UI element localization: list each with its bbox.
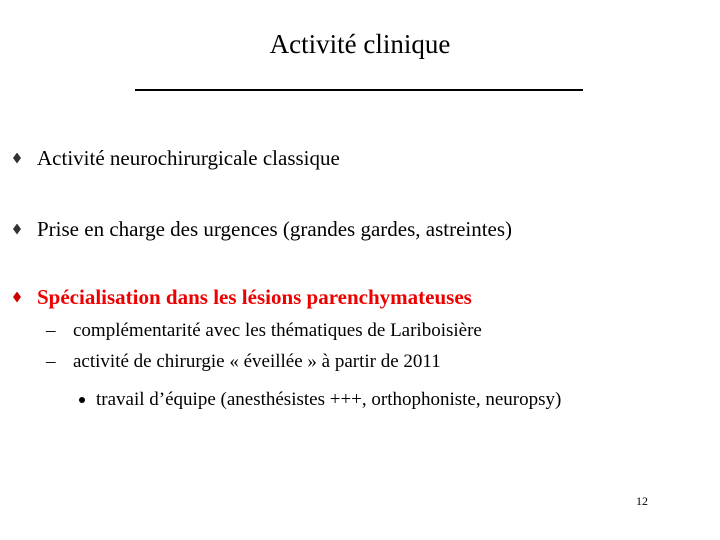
sub-bullet-item bbox=[46, 348, 441, 376]
page-number: 12 bbox=[636, 494, 648, 508]
slide-title: Activité clinique bbox=[269, 29, 451, 59]
sub-bullet-text: complémentarité avec les thématiques de Lariboisière bbox=[73, 320, 482, 341]
diamond-bullet-icon bbox=[13, 224, 21, 235]
dash-marker: – bbox=[46, 320, 56, 341]
diamond-bullet-icon bbox=[13, 153, 21, 164]
dot-bullet-icon bbox=[79, 397, 85, 403]
dash-marker: – bbox=[46, 351, 56, 372]
title-underline bbox=[135, 89, 583, 91]
sub-sub-bullet-item bbox=[79, 386, 561, 414]
diamond-bullet-icon bbox=[13, 292, 21, 303]
bullet-item bbox=[13, 213, 512, 245]
bullet-item bbox=[13, 142, 340, 174]
sub-sub-bullet-text: travail d’équipe (anesthésistes +++, orthophoniste, neuropsy) bbox=[96, 389, 562, 410]
bullet-item-highlighted bbox=[13, 281, 472, 313]
bullet-text: Spécialisation dans les lésions parenchymateuses bbox=[37, 284, 472, 309]
bullet-text: Prise en charge des urgences (grandes gardes, astreintes) bbox=[37, 216, 513, 241]
sub-bullet-item bbox=[46, 317, 482, 345]
bullet-text: Activité neurochirurgicale classique bbox=[37, 145, 340, 170]
sub-bullet-text: activité de chirurgie « éveillée » à partir de 2011 bbox=[73, 351, 441, 372]
